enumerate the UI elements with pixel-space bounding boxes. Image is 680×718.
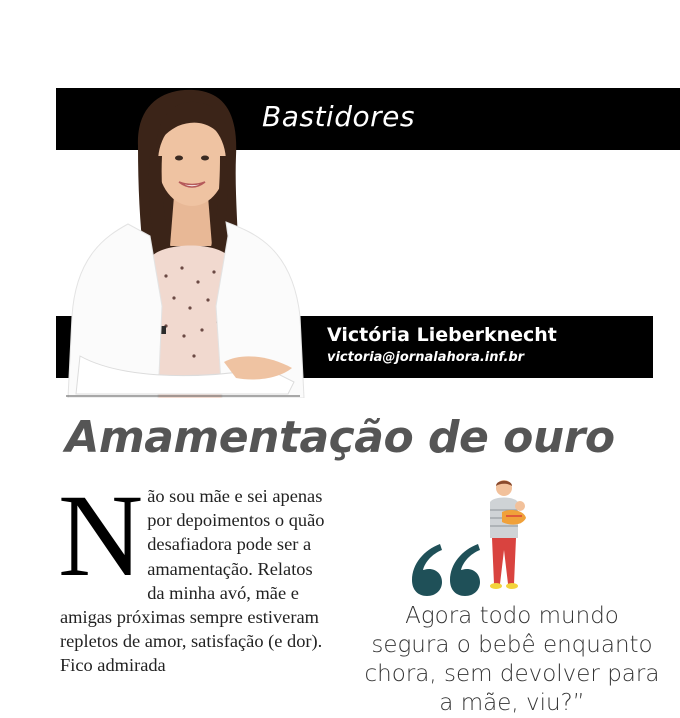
parent-with-baby-illustration bbox=[484, 478, 530, 594]
drop-cap: N bbox=[58, 470, 144, 601]
article-body-text: ão sou mãe e sei apenas por depoimentos o quão desafiadora pode ser a amamentação. Relatos da minha avó, mãe e amigas próximas sempre estiveram repletos de amor, satisfação (e dor). Fico admirada bbox=[60, 486, 325, 676]
author-portrait bbox=[66, 86, 306, 398]
author-email[interactable]: victoria@jornalahora.inf.br bbox=[327, 350, 525, 365]
section-label: Bastidores bbox=[262, 100, 415, 133]
article-body bbox=[58, 470, 332, 678]
quote-mark-icon bbox=[410, 540, 482, 596]
pull-quote: Agora todo mundo segura o bebê enquanto chora, sem devolver para a mãe, viu?” bbox=[364, 603, 660, 716]
author-name: Victória Lieberknecht bbox=[327, 324, 557, 346]
article-title: Amamentação de ouro bbox=[65, 412, 615, 463]
